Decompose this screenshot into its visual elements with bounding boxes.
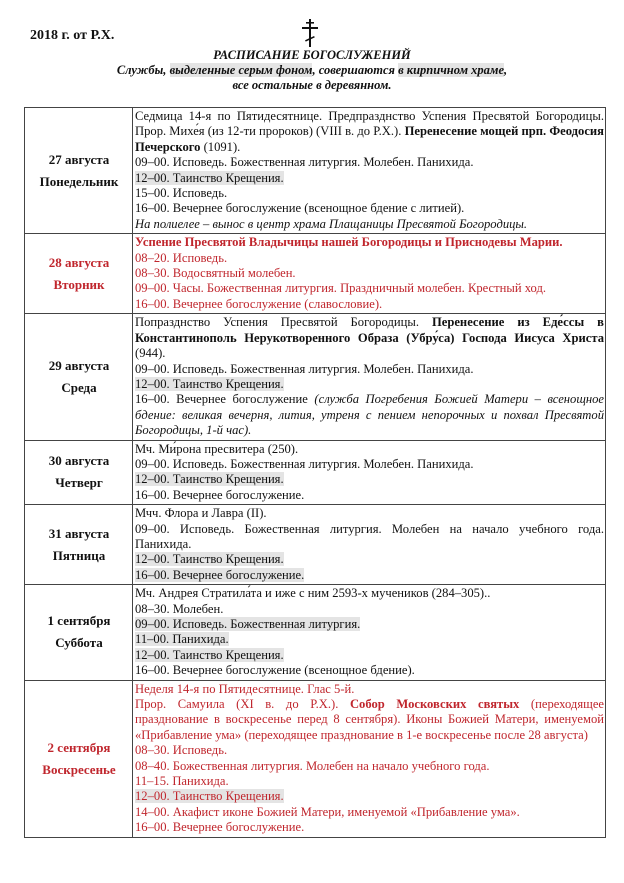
day-services-cell: [133, 680, 606, 837]
service-line: [135, 774, 604, 789]
service-line: [135, 568, 604, 583]
service-text: [135, 506, 267, 520]
service-line: [135, 617, 604, 632]
day-weekday: Суббота: [55, 635, 103, 651]
service-text-segment: 16–00. Вечернее богослужение.: [135, 487, 305, 502]
day-row: [25, 680, 606, 837]
day-date: 28 августа: [48, 254, 110, 270]
service-line: [135, 297, 604, 312]
service-text-segment: 08–30. Исповедь.: [135, 743, 228, 758]
service-text: [135, 217, 527, 231]
service-text-segment: Мч. Андрея Стратила́та и иже с ним 2593-х мучеников (284–305)..: [135, 586, 491, 601]
day-date: 1 сентября: [47, 613, 111, 629]
day-date: 2 сентября: [47, 739, 111, 755]
service-line: [135, 759, 604, 774]
service-text-segment: 09–00. Исповедь. Божественная литургия. Молебен на начало учебного года. Панихида.: [135, 521, 604, 551]
service-text: [135, 362, 474, 376]
service-text-segment: 09–00. Исповедь. Божественная литургия.: [135, 617, 361, 631]
day-weekday: Пятница: [52, 547, 106, 563]
day-row: [25, 440, 606, 505]
day-date: 29 августа: [48, 357, 110, 373]
service-text: [135, 281, 546, 295]
orthodox-cross-icon: [300, 18, 320, 48]
day-services-cell: [133, 585, 606, 680]
service-text: [135, 648, 284, 662]
service-line: [135, 552, 604, 567]
service-text: [135, 617, 360, 631]
service-line: [135, 472, 604, 487]
service-line: [135, 602, 604, 617]
day-services-cell: [133, 440, 606, 505]
service-text-segment: 16–00. Вечернее богослужение (всенощное бдение).: [135, 663, 415, 678]
service-line: [135, 789, 604, 804]
service-text-segment: 16–00. Вечернее богослужение (всенощное бдение с литией).: [135, 201, 465, 216]
service-text: [135, 472, 284, 486]
service-text-segment: Успение Пресвятой Владычицы нашей Богородицы и Приснодевы Марии.: [135, 235, 563, 250]
service-text: [135, 586, 490, 600]
service-text: [135, 697, 604, 742]
day-date-cell: [25, 314, 133, 440]
service-text-segment: (служба Погребения Божией Матери – всенощное бдение: великая вечерня, лития, утреня с пением непорочных и похвал Пресвятой Богородицы, 1-й час).: [135, 392, 604, 438]
day-weekday: Воскресенье: [42, 761, 116, 777]
service-text: [135, 392, 604, 437]
service-line: [135, 109, 604, 155]
service-line: [135, 171, 604, 186]
day-date-cell: [25, 234, 133, 314]
day-date: 31 августа: [48, 525, 110, 541]
service-text-segment: На полиелее – вынос в центр храма Плащаницы Пресвятой Богородицы.: [135, 216, 528, 231]
day-date-cell: [25, 680, 133, 837]
service-text-segment: 09–00. Исповедь. Божественная литургия. Молебен. Панихида.: [135, 456, 474, 471]
service-line: [135, 632, 604, 647]
service-text-segment: Попразднство Успения Пресвятой Богородицы.: [135, 315, 432, 330]
day-weekday: Понедельник: [39, 173, 119, 189]
service-line: [135, 155, 604, 170]
service-text-segment: Перенесение мощей прп. Феодосия Печерского: [135, 124, 604, 154]
service-line: [135, 266, 604, 281]
service-text: [135, 442, 298, 456]
day-services-cell: [133, 234, 606, 314]
service-line: [135, 201, 604, 216]
service-text-segment: Неделя 14-я по Пятидесятнице. Глас 5-й.: [135, 681, 355, 696]
day-date-cell: [25, 505, 133, 585]
day-services-cell: [133, 108, 606, 234]
service-text-segment: 16–00. Вечернее богослужение (славословие).: [135, 296, 383, 311]
day-weekday: Среда: [61, 379, 97, 395]
service-text: [135, 820, 304, 834]
service-text-segment: 12–00. Таинство Крещения.: [135, 376, 284, 391]
service-text: [135, 743, 227, 757]
header-note-segment: Службы,: [116, 63, 170, 77]
service-text: [135, 109, 604, 154]
service-text-segment: Мчч. Флора и Лавра (II).: [135, 506, 267, 521]
service-line: [135, 315, 604, 361]
service-text-segment: 08–20. Исповедь.: [135, 250, 228, 265]
service-text-segment: 15–00. Исповедь.: [135, 186, 228, 201]
service-text-segment: Собор Московских святых: [349, 697, 520, 712]
service-text: [135, 632, 229, 646]
service-text: [135, 155, 474, 169]
service-line: [135, 251, 604, 266]
service-text-segment: 14–00. Акафист иконе Божией Матери, именуемой «Прибавление ума».: [135, 804, 520, 819]
service-text: [135, 201, 464, 215]
service-text: [135, 377, 284, 391]
service-text: [135, 171, 284, 185]
day-row: [25, 314, 606, 440]
service-line: [135, 442, 604, 457]
service-text: [135, 682, 354, 696]
service-text-segment: 12–00. Таинство Крещения.: [135, 789, 284, 804]
service-text: [135, 315, 604, 360]
service-text-segment: Мч. Ми́рона пресвитера (250).: [135, 441, 299, 456]
service-text-segment: 12–00. Таинство Крещения.: [135, 647, 284, 662]
service-text-segment: (944).: [135, 346, 166, 361]
header-note-segment: ,: [504, 63, 508, 77]
service-text-segment: 11–00. Панихида.: [135, 632, 229, 647]
service-line: [135, 362, 604, 377]
service-text: [135, 568, 304, 582]
service-text: [135, 235, 563, 249]
service-text: [135, 663, 415, 677]
service-line: [135, 820, 604, 835]
service-line: [135, 281, 604, 296]
service-text: [135, 805, 520, 819]
day-date-cell: [25, 585, 133, 680]
service-line: [135, 506, 604, 521]
header-note-segment: в кирпичном храме: [398, 63, 505, 77]
service-line: [135, 697, 604, 743]
header-note: [0, 63, 624, 78]
service-line: [135, 457, 604, 472]
service-text-segment: 16–00. Вечернее богослужение.: [135, 567, 305, 582]
service-text: [135, 759, 490, 773]
day-date-cell: [25, 440, 133, 505]
service-line: [135, 663, 604, 678]
day-services-cell: [133, 505, 606, 585]
service-line: [135, 235, 604, 250]
header-note-segment: , совершаются: [312, 63, 399, 77]
service-line: [135, 522, 604, 553]
day-row: [25, 234, 606, 314]
service-text-segment: 08–40. Божественная литургия. Молебен на начало учебного года.: [135, 758, 490, 773]
page-title: РАСПИСАНИЕ БОГОСЛУЖЕНИЙ: [213, 48, 411, 62]
service-text-segment: 08–30. Молебен.: [135, 601, 224, 616]
service-text-segment: (переходящее празднование в воскресенье перед 8 сентября). Иконы Божией Матери, именуемой «Прибавление ума» (переходящее празднование в 1-е воскресенье после 28 августа): [135, 697, 604, 742]
service-line: [135, 805, 604, 820]
service-line: [135, 488, 604, 503]
service-text-segment: (1091).: [200, 139, 241, 154]
service-line: [135, 586, 604, 601]
service-text-segment: 09–00. Часы. Божественная литургия. Праздничный молебен. Крестный ход.: [135, 281, 547, 296]
service-text-segment: 09–00. Исповедь. Божественная литургия. Молебен. Панихида.: [135, 361, 474, 376]
service-line: [135, 377, 604, 392]
service-text: [135, 297, 382, 311]
day-row: [25, 108, 606, 234]
service-line: [135, 392, 604, 438]
day-date: 30 августа: [48, 453, 110, 469]
day-row: [25, 585, 606, 680]
header-note-segment: выделенные серым фоном: [169, 63, 313, 77]
service-text-segment: 16–00. Вечернее богослужение: [135, 392, 315, 407]
year-label: 2018 г. от Р.Х.: [30, 28, 115, 43]
service-text-segment: 12–00. Таинство Крещения.: [135, 170, 284, 185]
day-date-cell: [25, 108, 133, 234]
service-line: [135, 682, 604, 697]
service-text-segment: 09–00. Исповедь. Божественная литургия. Молебен. Панихида.: [135, 155, 474, 170]
service-text: [135, 789, 284, 803]
day-weekday: Вторник: [53, 276, 105, 292]
service-line: [135, 648, 604, 663]
service-text-segment: Прор. Самуила (XI в. до Р.Х.).: [135, 697, 350, 712]
service-text: [135, 251, 227, 265]
service-text-segment: 12–00. Таинство Крещения.: [135, 472, 284, 487]
service-text-segment: 08–30. Водосвятный молебен.: [135, 266, 296, 281]
service-text: [135, 266, 296, 280]
header-note-2: все остальные в деревянном.: [232, 78, 392, 92]
service-line: [135, 217, 604, 232]
service-text: [135, 488, 304, 502]
schedule-table: [24, 107, 606, 838]
day-weekday: Четверг: [55, 475, 103, 491]
service-text-segment: Седмица 14-я по Пятидесятнице. Предпразднство Успения Пресвятой Богородицы. Прор. Михе́я (из 12-ти пророков) (VIII в. до Р.Х.).: [135, 109, 604, 139]
service-line: [135, 743, 604, 758]
service-text-segment: 12–00. Таинство Крещения.: [135, 552, 284, 567]
service-text: [135, 774, 229, 788]
service-text-segment: 16–00. Вечернее богослужение.: [135, 820, 305, 835]
service-text-segment: Перенесение из Еде́ссы в Константинополь Нерукотворенного Образа (Убру́са) Господа Иисуса Христа: [135, 315, 604, 345]
day-row: [25, 505, 606, 585]
service-text: [135, 552, 284, 566]
service-text: [135, 186, 227, 200]
day-services-cell: [133, 314, 606, 440]
service-text: [135, 457, 474, 471]
service-line: [135, 186, 604, 201]
service-text: [135, 522, 604, 551]
service-text-segment: 11–15. Панихида.: [135, 774, 229, 789]
service-text: [135, 602, 223, 616]
schedule-header: [0, 48, 624, 93]
day-date: 27 августа: [48, 151, 110, 167]
